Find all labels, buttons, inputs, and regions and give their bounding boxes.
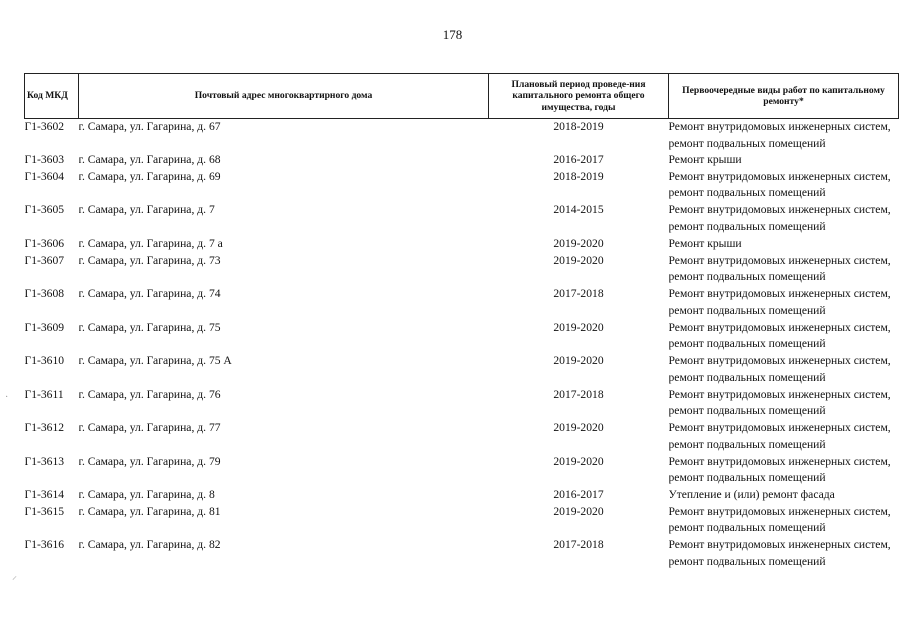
works-line: Ремонт внутридомовых инженерных систем, [668,387,891,401]
priority-works [669,253,899,287]
repair-period: 2014-2015 [553,203,604,217]
repair-period: 2016-2017 [553,153,604,167]
table-header [25,74,899,119]
works-line: Ремонт внутридомовых инженерных систем, [668,538,891,552]
mkd-code: Г1-3615 [24,504,65,518]
repair-period: 2018-2019 [553,120,604,133]
table-row [25,286,899,320]
mkd-code: Г1-3602 [24,120,65,133]
works-line: Утепление и (или) ремонт фасада [668,488,835,502]
priority-works [669,236,899,253]
postal-address: г. Самара, ул. Гагарина, д. 7 а [78,236,223,250]
table-row [25,202,899,236]
postal-address: г. Самара, ул. Гагарина, д. 81 [78,504,221,518]
works-line: Ремонт внутридомовых инженерных систем, [668,421,891,435]
priority-works [669,454,899,488]
works-line: Ремонт крыши [668,153,742,167]
priority-works [669,119,899,153]
mkd-code: Г1-3614 [24,488,65,502]
works-line: Ремонт внутридомовых инженерных систем, [668,287,891,301]
header-code: Код МКД [25,74,79,119]
works-line: Ремонт внутридомовых инженерных систем, [668,320,891,334]
postal-address: г. Самара, ул. Гагарина, д. 79 [78,454,221,468]
postal-address: г. Самара, ул. Гагарина, д. 8 [78,488,215,502]
repair-period: 2018-2019 [553,169,604,183]
table-row [25,537,899,571]
table-row [25,387,899,421]
mkd-code: Г1-3607 [24,253,65,267]
works-line: Ремонт внутридомовых инженерных систем, [668,504,891,518]
table-row [25,454,899,488]
works-line: ремонт подвальных помещений [668,270,826,284]
postal-address: г. Самара, ул. Гагарина, д. 76 [78,387,221,401]
table-row [25,320,899,354]
works-line: ремонт подвальных помещений [668,219,826,233]
priority-works [669,387,899,421]
table-row [25,487,899,504]
works-line: Ремонт внутридомовых инженерных систем, [668,120,891,133]
works-line: ремонт подвальных помещений [668,554,826,568]
works-line: Ремонт внутридомовых инженерных систем, [668,203,891,217]
priority-works [669,353,899,387]
scan-speck: · [5,392,9,403]
priority-works [669,537,899,571]
scan-speck: ⸝ [12,571,17,582]
table-row [25,504,899,538]
mkd-code: Г1-3613 [24,454,65,468]
priority-works [669,420,899,454]
postal-address: г. Самара, ул. Гагарина, д. 82 [78,538,221,552]
priority-works [669,487,899,504]
priority-works [669,152,899,169]
postal-address: г. Самара, ул. Гагарина, д. 68 [78,153,221,167]
mkd-code: Г1-3605 [24,203,65,217]
postal-address: г. Самара, ул. Гагарина, д. 74 [78,287,221,301]
table-row [25,152,899,169]
repair-period: 2016-2017 [553,488,604,502]
repair-period: 2019-2020 [553,454,604,468]
header-address: Почтовый адрес многоквартирного дома [79,74,489,119]
repair-period: 2019-2020 [553,421,604,435]
mkd-code: Г1-3606 [24,236,65,250]
mkd-code: Г1-3610 [24,354,65,368]
capital-repair-table [24,73,899,571]
works-line: Ремонт внутридомовых инженерных систем, [668,253,891,267]
table-row [25,169,899,203]
mkd-code: Г1-3609 [24,320,65,334]
repair-period: 2019-2020 [553,236,604,250]
table-body [25,119,899,571]
postal-address: г. Самара, ул. Гагарина, д. 69 [78,169,221,183]
postal-address: г. Самара, ул. Гагарина, д. 77 [78,421,221,435]
header-works: Первоочередные виды работ по капитальному ремонту* [669,74,899,119]
mkd-code: Г1-3612 [24,421,65,435]
table-row [25,236,899,253]
works-line: ремонт подвальных помещений [668,404,826,418]
works-line: ремонт подвальных помещений [668,337,826,351]
postal-address: г. Самара, ул. Гагарина, д. 75 А [78,354,232,368]
table-row [25,253,899,287]
table-row [25,420,899,454]
table-row [25,119,899,153]
postal-address: г. Самара, ул. Гагарина, д. 67 [78,120,221,133]
mkd-code: Г1-3608 [24,287,65,301]
works-line: ремонт подвальных помещений [668,370,826,384]
priority-works [669,286,899,320]
postal-address: г. Самара, ул. Гагарина, д. 73 [78,253,221,267]
mkd-code: Г1-3611 [24,387,64,401]
priority-works [669,320,899,354]
works-line: ремонт подвальных помещений [668,521,826,535]
header-period: Плановый период проведе-ния капитального ремонта общего имущества, годы [489,74,669,119]
priority-works [669,169,899,203]
priority-works [669,202,899,236]
postal-address: г. Самара, ул. Гагарина, д. 7 [78,203,215,217]
repair-period: 2019-2020 [553,504,604,518]
table-row [25,353,899,387]
repair-period: 2017-2018 [553,287,604,301]
repair-period: 2019-2020 [553,320,604,334]
repair-period: 2019-2020 [553,253,604,267]
works-line: Ремонт внутридомовых инженерных систем, [668,169,891,183]
works-line: ремонт подвальных помещений [668,437,826,451]
postal-address: г. Самара, ул. Гагарина, д. 75 [78,320,221,334]
works-line: ремонт подвальных помещений [668,136,826,150]
works-line: ремонт подвальных помещений [668,303,826,317]
priority-works [669,504,899,538]
mkd-code: Г1-3616 [24,538,65,552]
works-line: Ремонт крыши [668,236,742,250]
repair-period: 2017-2018 [553,538,604,552]
works-line: ремонт подвальных помещений [668,186,826,200]
mkd-code: Г1-3603 [24,153,65,167]
repair-period: 2019-2020 [553,354,604,368]
page-number: 178 [442,27,463,42]
works-line: Ремонт внутридомовых инженерных систем, [668,354,891,368]
works-line: ремонт подвальных помещений [668,471,826,485]
works-line: Ремонт внутридомовых инженерных систем, [668,454,891,468]
repair-period: 2017-2018 [553,387,604,401]
mkd-code: Г1-3604 [24,169,65,183]
